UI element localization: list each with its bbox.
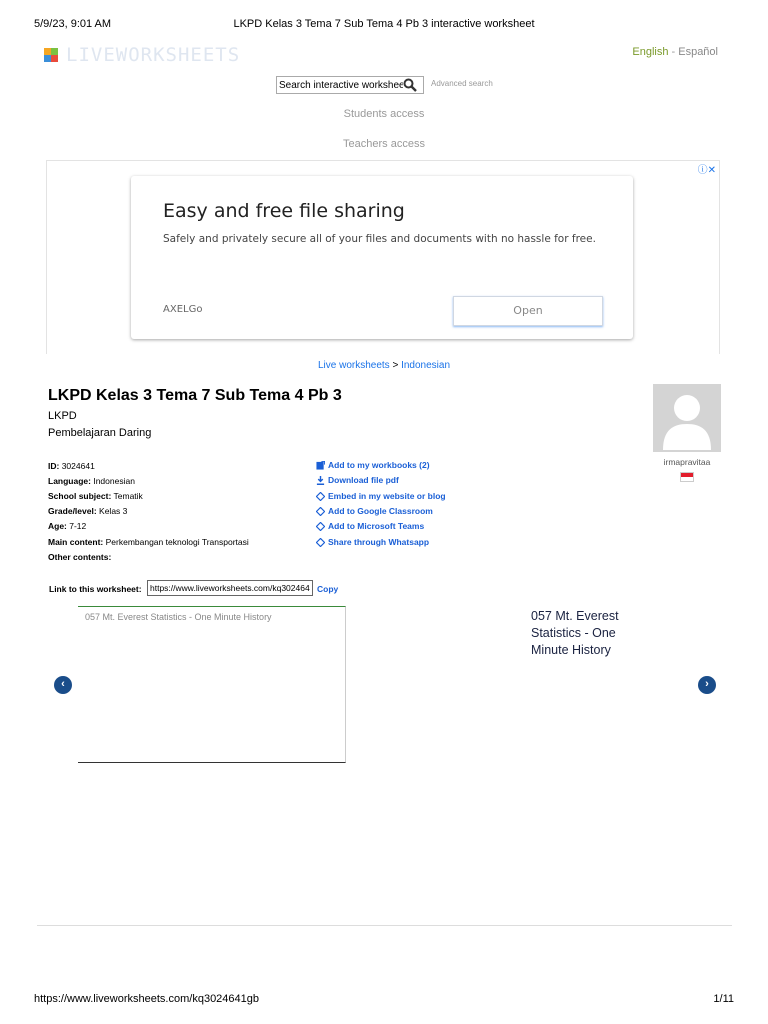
lang-spanish-link[interactable]: Español <box>678 46 718 58</box>
info-value: Kelas 3 <box>96 506 128 516</box>
microsoft-teams-link[interactable] <box>316 521 424 531</box>
download-icon <box>316 476 325 485</box>
copy-link-button[interactable]: Copy <box>317 584 339 594</box>
info-label: ID: <box>48 461 60 471</box>
action-label: Add to my workbooks (2) <box>328 460 430 470</box>
diamond-arrow-icon <box>316 538 325 547</box>
user-silhouette-icon <box>653 384 721 452</box>
breadcrumb-language-link[interactable]: Indonesian <box>401 360 451 371</box>
info-value: Tematik <box>111 491 143 501</box>
action-label: Share through Whatsapp <box>328 537 430 547</box>
google-classroom-link[interactable] <box>316 506 433 516</box>
video-caption: 057 Mt. Everest Statistics - One Minute History <box>85 612 272 622</box>
ad-open-button[interactable]: Open <box>453 296 603 326</box>
teachers-access-link[interactable]: Teachers access <box>343 138 425 150</box>
search-icon[interactable] <box>403 78 417 92</box>
print-date: 5/9/23, 9:01 AM <box>34 18 112 30</box>
add-to-workbooks-link[interactable] <box>316 460 430 470</box>
print-page-number: 1/11 <box>713 993 734 1005</box>
logo-icon <box>44 48 58 62</box>
breadcrumb-root-link[interactable]: Live worksheets <box>317 360 390 371</box>
info-label: Language: <box>48 476 91 486</box>
ad-subtext: Safely and privately secure all of your files and documents with no hassle for free. <box>163 233 596 245</box>
breadcrumb-separator: > <box>389 360 402 371</box>
site-logo[interactable] <box>44 44 240 66</box>
footer-divider <box>37 925 732 926</box>
embed-link[interactable] <box>316 491 446 501</box>
lang-english-link[interactable]: English <box>632 46 669 58</box>
info-row-grade <box>48 506 127 516</box>
info-value: Indonesian <box>90 476 135 486</box>
info-value: 3024641 <box>59 461 95 471</box>
print-url: https://www.liveworksheets.com/kq3024641gb <box>34 993 260 1005</box>
info-row-subject <box>48 491 143 501</box>
breadcrumb <box>0 360 768 371</box>
diamond-arrow-icon <box>316 522 325 531</box>
author-username[interactable]: irmapravitaa <box>663 457 711 467</box>
info-row-main-content <box>48 537 249 547</box>
info-label: Main content: <box>48 537 104 547</box>
info-value: Perkembangan teknologi Transportasi <box>103 537 249 547</box>
worksheet-link-label: Link to this worksheet: <box>49 584 142 594</box>
ad-choices-icon[interactable]: ⓘ✕ <box>697 165 716 176</box>
carousel-next-button[interactable]: › <box>698 676 716 694</box>
info-value: 7-12 <box>66 521 87 531</box>
avatar[interactable] <box>653 384 721 452</box>
search-box <box>276 76 424 94</box>
worksheet-description-line-1: LKPD <box>48 410 77 422</box>
whatsapp-share-link[interactable] <box>316 537 429 547</box>
diamond-arrow-icon <box>316 492 325 501</box>
download-pdf-link[interactable] <box>316 475 399 485</box>
video-side-title[interactable]: 057 Mt. Everest Statistics - One Minute History <box>531 609 619 657</box>
page-title: LKPD Kelas 3 Tema 7 Sub Tema 4 Pb 3 <box>48 387 342 404</box>
info-row-other-contents <box>48 552 111 562</box>
search-input[interactable] <box>279 80 403 91</box>
indonesia-flag-icon <box>680 472 694 482</box>
info-row-age <box>48 521 86 531</box>
info-row-language <box>48 476 135 486</box>
action-label: Add to Google Classroom <box>328 506 433 516</box>
action-label: Embed in my website or blog <box>328 491 446 501</box>
lang-separator: - <box>668 46 679 58</box>
logo-text: LIVEWORKSHEETS <box>66 44 241 66</box>
info-label: Age: <box>48 521 67 531</box>
info-label: Grade/level: <box>48 506 97 516</box>
worksheet-description-line-2: Pembelajaran Daring <box>48 427 152 439</box>
action-label: Download file pdf <box>328 475 399 485</box>
info-row-id <box>48 461 95 471</box>
ad-brand: AXELGo <box>163 304 203 315</box>
workbook-icon <box>316 461 325 470</box>
worksheet-link-field[interactable] <box>147 580 313 596</box>
action-label: Add to Microsoft Teams <box>328 521 425 531</box>
carousel-prev-button[interactable]: ‹ <box>54 676 72 694</box>
diamond-arrow-icon <box>316 507 325 516</box>
ad-headline: Easy and free file sharing <box>163 200 405 222</box>
info-label: School subject: <box>48 491 112 501</box>
language-switcher <box>632 46 718 58</box>
advanced-search-link[interactable]: Advanced search <box>431 79 493 88</box>
video-thumbnail[interactable] <box>78 606 346 763</box>
print-title: LKPD Kelas 3 Tema 7 Sub Tema 4 Pb 3 interactive worksheet <box>233 18 535 30</box>
info-label: Other contents: <box>48 552 112 562</box>
students-access-link[interactable]: Students access <box>343 108 425 120</box>
